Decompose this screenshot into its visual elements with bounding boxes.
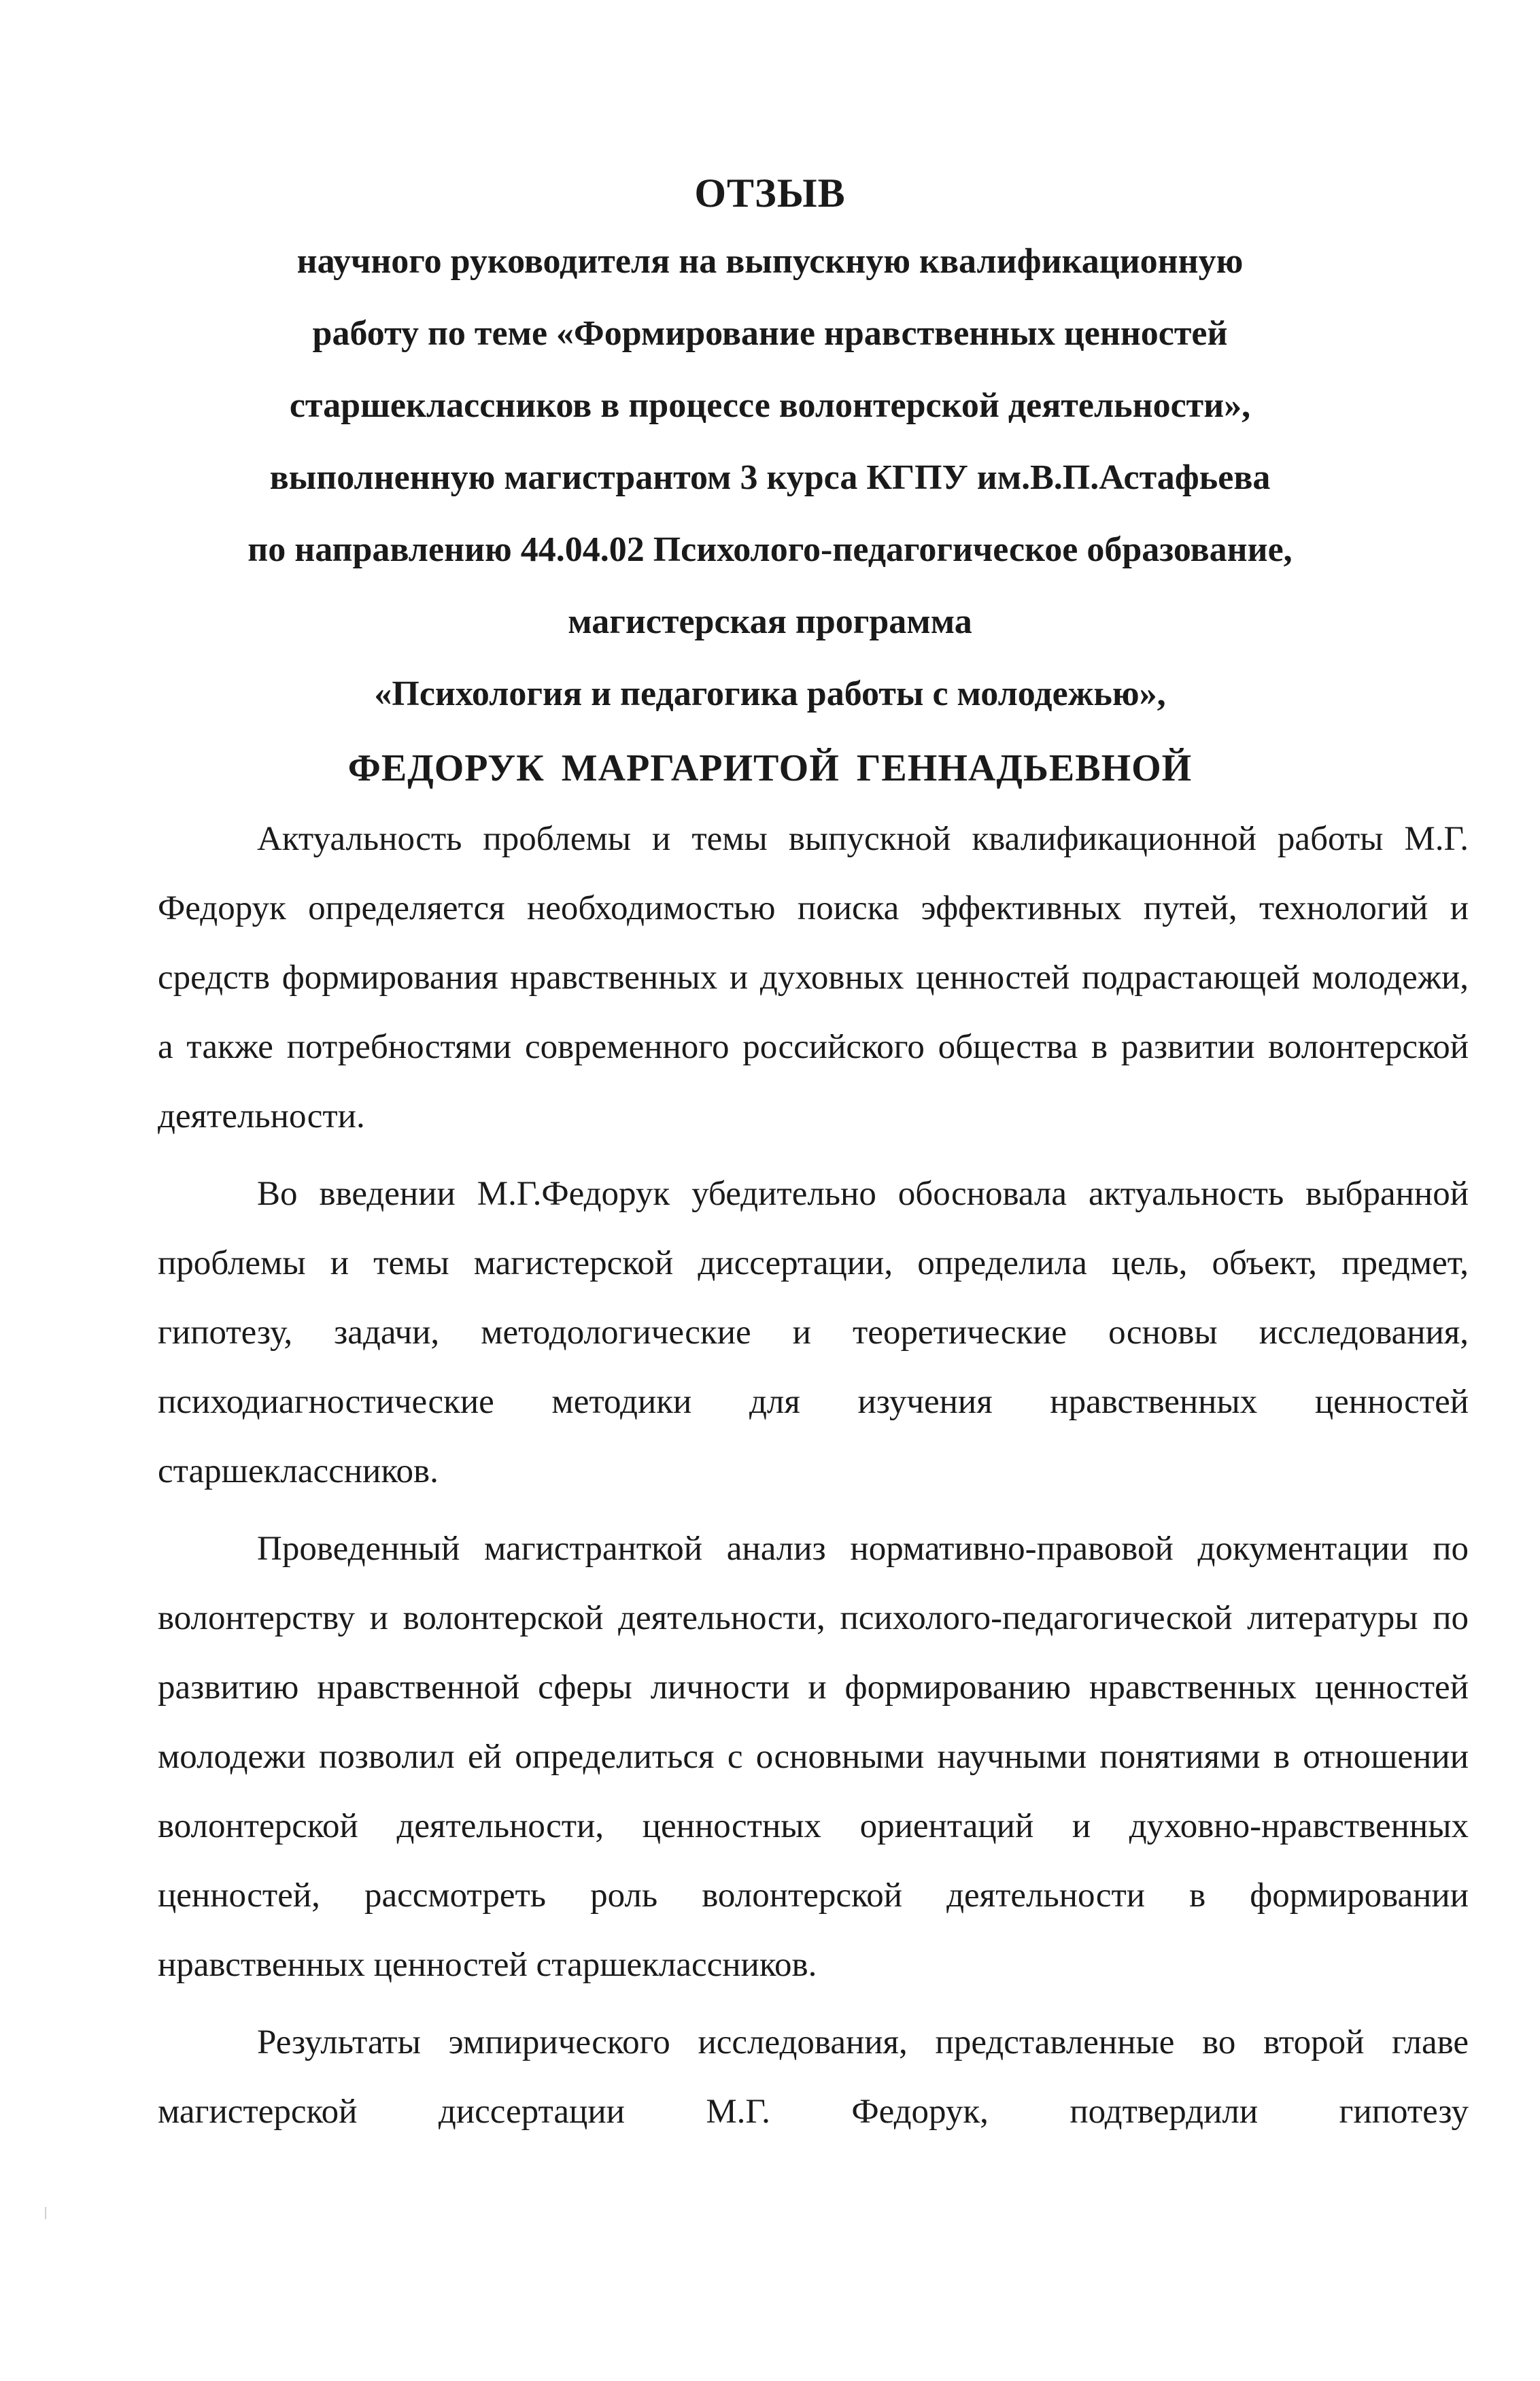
subtitle-line: научного руководителя на выпускную квалификационную <box>296 242 1244 281</box>
scan-margin-mark <box>45 2207 46 2219</box>
subtitle-line: старшеклассников в процессе волонтерской деятельности», <box>289 386 1251 425</box>
body-paragraph: Результаты эмпирического исследования, представленные во второй главе магистерской диссертации М.Г. Федорук, подтвердили гипотезу <box>158 2023 1469 2131</box>
body-paragraph: Во введении М.Г.Федорук убедительно обосновала актуальность выбранной проблемы и темы магистерской диссертации, определила цель, объект, предмет, гипотезу, задачи, методологические и теоретические основы исследования, психодиагностические методики для изучения нравственных ценностей старшеклассников. <box>158 1175 1469 1490</box>
subtitle-line: по направлению 44.04.02 Психолого-педагогическое образование, <box>247 530 1293 569</box>
author-name: ФЕДОРУК МАРГАРИТОЙ ГЕННАДЬЕВНОЙ <box>347 747 1193 789</box>
document-header <box>0 160 1540 806</box>
document-title: ОТЗЫВ <box>694 171 846 216</box>
subtitle-line: выполненную магистрантом 3 курса КГПУ им.В.П.Астафьева <box>269 458 1271 497</box>
document-body <box>158 804 1469 2155</box>
subtitle-line: магистерская программа <box>568 602 972 641</box>
subtitle-line: работу по теме «Формирование нравственных ценностей <box>312 314 1228 353</box>
body-paragraph: Актуальность проблемы и темы выпускной квалификационной работы М.Г. Федорук определяется необходимостью поиска эффективных путей, технологий и средств формирования нравственных и духовных ценностей подрастающей молодежи, а также потребностями современного российского общества в развитии волонтерской деятельности. <box>158 820 1469 1135</box>
body-paragraph: Проведенный магистранткой анализ нормативно-правовой документации по волонтерству и волонтерской деятельности, психолого-педагогической литературы по развитию нравственной сферы личности и формированию нравственных ценностей молодежи позволил ей определиться с основными научными понятиями в отношении волонтерской деятельности, ценностных ориентаций и духовно-нравственных ценностей, рассмотреть роль волонтерской деятельности в формировании нравственных ценностей старшеклассников. <box>158 1530 1469 1984</box>
subtitle-line: «Психология и педагогика работы с молодежью», <box>374 674 1166 713</box>
